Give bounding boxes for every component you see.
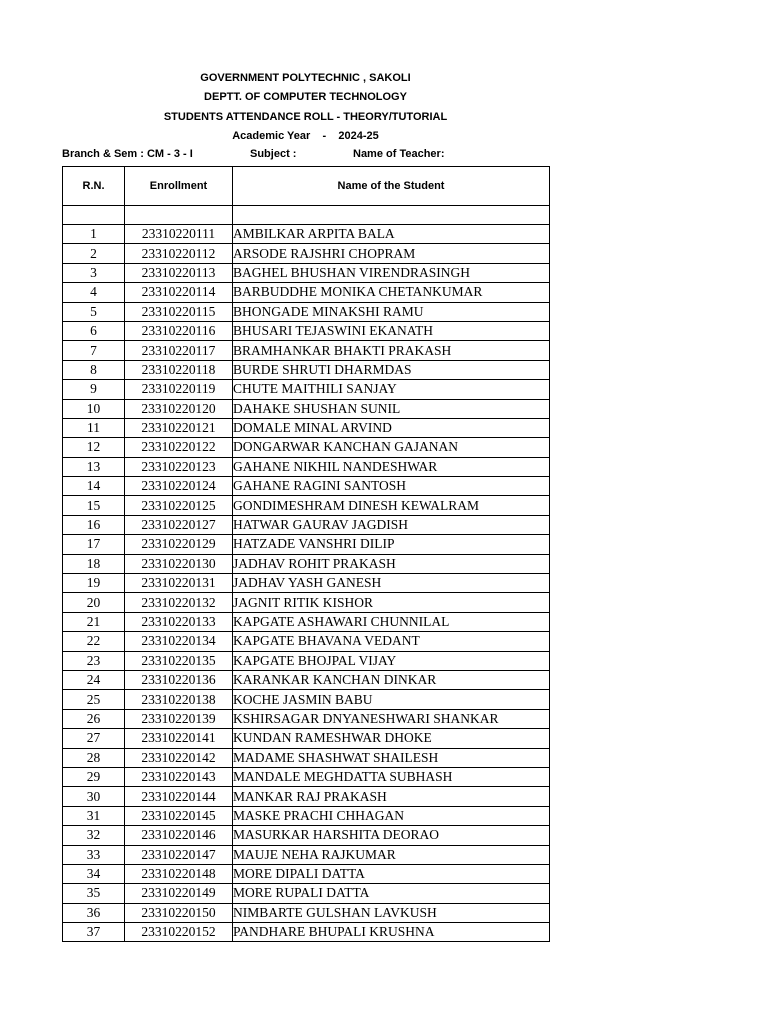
table-row	[63, 535, 550, 554]
table-row	[63, 263, 550, 282]
enrollment-cell: 23310220141	[125, 729, 233, 748]
table-row	[63, 593, 550, 612]
table-row	[63, 729, 550, 748]
table-row	[63, 845, 550, 864]
roll-number-cell: 22	[63, 632, 125, 651]
enrollment-cell: 23310220119	[125, 380, 233, 399]
enrollment-cell: 23310220148	[125, 864, 233, 883]
table-body	[63, 206, 550, 942]
student-name-cell: JAGNIT RITIK KISHOR	[233, 593, 550, 612]
enrollment-cell: 23310220135	[125, 651, 233, 670]
student-name-cell: MORE RUPALI DATTA	[233, 884, 550, 903]
student-name-cell: MASURKAR HARSHITA DEORAO	[233, 826, 550, 845]
column-header-rn: R.N.	[63, 167, 125, 206]
student-name-cell: GAHANE RAGINI SANTOSH	[233, 477, 550, 496]
enrollment-cell: 23310220112	[125, 244, 233, 263]
enrollment-cell: 23310220139	[125, 709, 233, 728]
roll-number-cell: 7	[63, 341, 125, 360]
enrollment-cell: 23310220111	[125, 225, 233, 244]
roll-number-cell: 3	[63, 263, 125, 282]
roll-number-cell: 33	[63, 845, 125, 864]
roll-number-cell: 18	[63, 554, 125, 573]
enrollment-cell: 23310220132	[125, 593, 233, 612]
academic-year: Academic Year - 2024-25	[232, 130, 379, 142]
student-name-cell: GAHANE NIKHIL NANDESHWAR	[233, 457, 550, 476]
table-row	[63, 632, 550, 651]
table-row	[63, 864, 550, 883]
enrollment-cell: 23310220136	[125, 670, 233, 689]
enrollment-cell: 23310220124	[125, 477, 233, 496]
student-name-cell: BRAMHANKAR BHAKTI PRAKASH	[233, 341, 550, 360]
table-row	[63, 670, 550, 689]
enrollment-cell: 23310220143	[125, 767, 233, 786]
table-row	[63, 225, 550, 244]
enrollment-cell: 23310220146	[125, 826, 233, 845]
table-row	[63, 477, 550, 496]
attendance-table	[62, 166, 550, 942]
roll-number-cell: 9	[63, 380, 125, 399]
roll-number-cell: 2	[63, 244, 125, 263]
table-row	[63, 923, 550, 942]
student-name-cell: PANDHARE BHUPALI KRUSHNA	[233, 923, 550, 942]
roll-number-cell: 5	[63, 302, 125, 321]
enrollment-cell: 23310220117	[125, 341, 233, 360]
student-name-cell: DAHAKE SHUSHAN SUNIL	[233, 399, 550, 418]
enrollment-cell: 23310220152	[125, 923, 233, 942]
enrollment-cell: 23310220131	[125, 574, 233, 593]
enrollment-cell: 23310220113	[125, 263, 233, 282]
student-name-cell: KAPGATE ASHAWARI CHUNNILAL	[233, 612, 550, 631]
column-header-enrollment: Enrollment	[125, 167, 233, 206]
student-name-cell: DOMALE MINAL ARVIND	[233, 418, 550, 437]
table-row	[63, 826, 550, 845]
table-row	[63, 884, 550, 903]
table-row	[63, 302, 550, 321]
table-row	[63, 244, 550, 263]
student-name-cell: AMBILKAR ARPITA BALA	[233, 225, 550, 244]
roll-number-cell: 20	[63, 593, 125, 612]
blank-cell	[233, 206, 550, 225]
student-name-cell: BURDE SHRUTI DHARMDAS	[233, 360, 550, 379]
table-row	[63, 690, 550, 709]
roll-number-cell: 28	[63, 748, 125, 767]
roll-title: STUDENTS ATTENDANCE ROLL - THEORY/TUTORIAL	[163, 111, 448, 123]
table-row	[63, 709, 550, 728]
department-title: DEPTT. OF COMPUTER TECHNOLOGY	[204, 91, 407, 103]
student-name-cell: MASKE PRACHI CHHAGAN	[233, 806, 550, 825]
roll-number-cell: 4	[63, 283, 125, 302]
enrollment-cell: 23310220122	[125, 438, 233, 457]
student-name-cell: CHUTE MAITHILI SANJAY	[233, 380, 550, 399]
student-name-cell: BAGHEL BHUSHAN VIRENDRASINGH	[233, 263, 550, 282]
student-name-cell: KAPGATE BHAVANA VEDANT	[233, 632, 550, 651]
student-name-cell: ARSODE RAJSHRI CHOPRAM	[233, 244, 550, 263]
table-row	[63, 380, 550, 399]
roll-number-cell: 19	[63, 574, 125, 593]
table-row	[63, 574, 550, 593]
roll-number-cell: 29	[63, 767, 125, 786]
table-row	[63, 496, 550, 515]
student-name-cell: HATWAR GAURAV JAGDISH	[233, 515, 550, 534]
student-name-cell: KOCHE JASMIN BABU	[233, 690, 550, 709]
roll-number-cell: 1	[63, 225, 125, 244]
student-name-cell: MORE DIPALI DATTA	[233, 864, 550, 883]
table-row	[63, 767, 550, 786]
roll-number-cell: 17	[63, 535, 125, 554]
roll-number-cell: 23	[63, 651, 125, 670]
student-name-cell: BHUSARI TEJASWINI EKANATH	[233, 321, 550, 340]
enrollment-cell: 23310220125	[125, 496, 233, 515]
roll-number-cell: 36	[63, 903, 125, 922]
table-row	[63, 806, 550, 825]
roll-number-cell: 11	[63, 418, 125, 437]
table-row	[63, 341, 550, 360]
blank-cell	[125, 206, 233, 225]
table-row	[63, 651, 550, 670]
student-name-cell: DONGARWAR KANCHAN GAJANAN	[233, 438, 550, 457]
column-header-name: Name of the Student	[233, 167, 550, 206]
roll-number-cell: 35	[63, 884, 125, 903]
student-name-cell: BARBUDDHE MONIKA CHETANKUMAR	[233, 283, 550, 302]
enrollment-cell: 23310220120	[125, 399, 233, 418]
teacher-label: Name of Teacher:	[353, 148, 445, 160]
student-name-cell: KSHIRSAGAR DNYANESHWARI SHANKAR	[233, 709, 550, 728]
table-row	[63, 903, 550, 922]
roll-number-cell: 26	[63, 709, 125, 728]
roll-number-cell: 14	[63, 477, 125, 496]
roll-number-cell: 34	[63, 864, 125, 883]
student-name-cell: NIMBARTE GULSHAN LAVKUSH	[233, 903, 550, 922]
branch-sem-label: Branch & Sem : CM - 3 - I	[62, 148, 193, 160]
student-name-cell: KARANKAR KANCHAN DINKAR	[233, 670, 550, 689]
enrollment-cell: 23310220147	[125, 845, 233, 864]
table-row	[63, 457, 550, 476]
table-row	[63, 399, 550, 418]
enrollment-cell: 23310220130	[125, 554, 233, 573]
table-row	[63, 418, 550, 437]
enrollment-cell: 23310220116	[125, 321, 233, 340]
enrollment-cell: 23310220133	[125, 612, 233, 631]
table-row	[63, 748, 550, 767]
roll-number-cell: 6	[63, 321, 125, 340]
enrollment-cell: 23310220138	[125, 690, 233, 709]
student-name-cell: JADHAV ROHIT PRAKASH	[233, 554, 550, 573]
enrollment-cell: 23310220118	[125, 360, 233, 379]
roll-number-cell: 37	[63, 923, 125, 942]
student-name-cell: KAPGATE BHOJPAL VIJAY	[233, 651, 550, 670]
table-row	[63, 321, 550, 340]
roll-number-cell: 21	[63, 612, 125, 631]
enrollment-cell: 23310220142	[125, 748, 233, 767]
table-row	[63, 554, 550, 573]
table-header-row	[63, 167, 550, 206]
roll-number-cell: 12	[63, 438, 125, 457]
enrollment-cell: 23310220144	[125, 787, 233, 806]
enrollment-cell: 23310220121	[125, 418, 233, 437]
table-row	[63, 515, 550, 534]
table-row	[63, 612, 550, 631]
student-name-cell: MANDALE MEGHDATTA SUBHASH	[233, 767, 550, 786]
student-name-cell: GONDIMESHRAM DINESH KEWALRAM	[233, 496, 550, 515]
institute-title: GOVERNMENT POLYTECHNIC , SAKOLI	[200, 72, 411, 84]
subject-label: Subject :	[250, 148, 297, 160]
student-name-cell: BHONGADE MINAKSHI RAMU	[233, 302, 550, 321]
student-name-cell: JADHAV YASH GANESH	[233, 574, 550, 593]
roll-number-cell: 32	[63, 826, 125, 845]
blank-cell	[63, 206, 125, 225]
enrollment-cell: 23310220123	[125, 457, 233, 476]
enrollment-cell: 23310220115	[125, 302, 233, 321]
student-name-cell: KUNDAN RAMESHWAR DHOKE	[233, 729, 550, 748]
table-row	[63, 438, 550, 457]
student-name-cell: MADAME SHASHWAT SHAILESH	[233, 748, 550, 767]
table-row	[63, 360, 550, 379]
enrollment-cell: 23310220149	[125, 884, 233, 903]
roll-number-cell: 24	[63, 670, 125, 689]
table-row	[63, 283, 550, 302]
enrollment-cell: 23310220150	[125, 903, 233, 922]
student-name-cell: MANKAR RAJ PRAKASH	[233, 787, 550, 806]
student-name-cell: HATZADE VANSHRI DILIP	[233, 535, 550, 554]
roll-number-cell: 30	[63, 787, 125, 806]
enrollment-cell: 23310220129	[125, 535, 233, 554]
table-row	[63, 787, 550, 806]
student-name-cell: MAUJE NEHA RAJKUMAR	[233, 845, 550, 864]
roll-number-cell: 27	[63, 729, 125, 748]
blank-row	[63, 206, 550, 225]
roll-number-cell: 8	[63, 360, 125, 379]
roll-number-cell: 31	[63, 806, 125, 825]
enrollment-cell: 23310220145	[125, 806, 233, 825]
enrollment-cell: 23310220134	[125, 632, 233, 651]
roll-number-cell: 15	[63, 496, 125, 515]
enrollment-cell: 23310220114	[125, 283, 233, 302]
enrollment-cell: 23310220127	[125, 515, 233, 534]
roll-number-cell: 13	[63, 457, 125, 476]
roll-number-cell: 25	[63, 690, 125, 709]
roll-number-cell: 10	[63, 399, 125, 418]
roll-number-cell: 16	[63, 515, 125, 534]
